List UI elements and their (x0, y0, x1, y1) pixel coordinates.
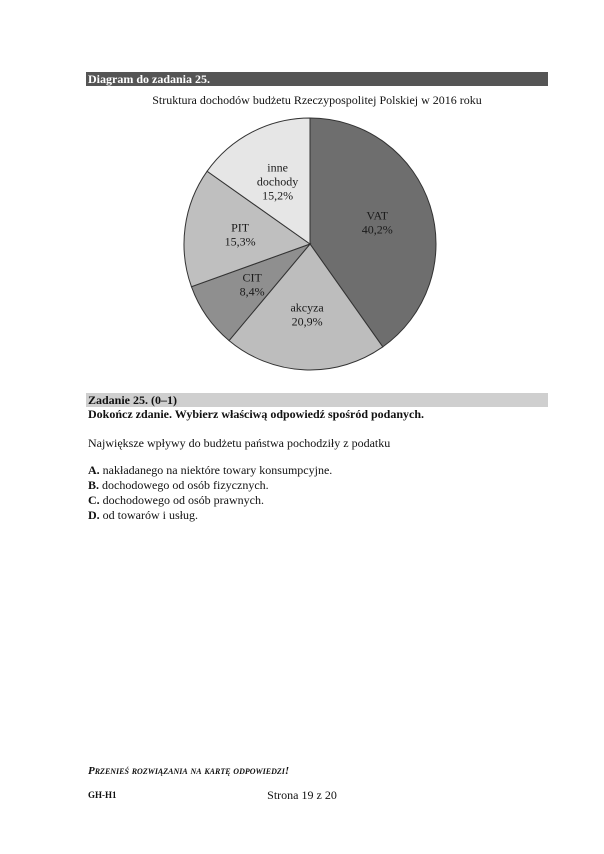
slice-name-label: PIT (231, 220, 250, 235)
option-text: dochodowego od osób prawnych. (102, 493, 264, 507)
option-c[interactable] (88, 493, 332, 508)
option-text: od towarów i usług. (102, 508, 198, 522)
answer-options (88, 463, 332, 523)
option-text: nakładanego na niektóre towary konsumpcyjne. (102, 463, 333, 477)
slice-value-label: 40,2% (361, 222, 393, 237)
footer-note: Przenieś rozwiązania na kartę odpowiedzi! (88, 765, 290, 777)
slice-name-label: inne (267, 160, 288, 175)
diagram-header: Diagram do zadania 25. (86, 72, 548, 86)
slice-name-label: CIT (242, 270, 262, 285)
chart-title: Struktura dochodów budżetu Rzeczypospolitej Polskiej w 2016 roku (152, 93, 482, 107)
task-header: Zadanie 25. (0–1) (86, 393, 548, 407)
slice-name-label: akcyza (290, 300, 324, 315)
exam-code: GH-H1 (88, 790, 117, 800)
slice-value-label: 15,2% (262, 188, 294, 203)
option-letter: D. (88, 508, 100, 522)
slice-value-label: 8,4% (239, 284, 265, 299)
task-instruction: Dokończ zdanie. Wybierz właściwą odpowiedź spośród podanych. (88, 407, 425, 421)
option-text: dochodowego od osób fizycznych. (102, 478, 269, 492)
slice-value-label: 15,3% (224, 234, 256, 249)
page-number: Strona 19 z 20 (267, 788, 337, 802)
option-letter: C. (88, 493, 100, 507)
option-letter: B. (88, 478, 100, 492)
option-d[interactable] (88, 508, 332, 523)
task-question: Największe wpływy do budżetu państwa pochodziły z podatku (88, 436, 391, 450)
slice-value-label: 20,9% (291, 314, 323, 329)
slice-name-label: dochody (256, 174, 299, 189)
option-letter: A. (88, 463, 100, 477)
option-a[interactable] (88, 463, 332, 478)
pie-chart (180, 114, 440, 374)
option-b[interactable] (88, 478, 332, 493)
slice-name-label: VAT (366, 208, 389, 223)
